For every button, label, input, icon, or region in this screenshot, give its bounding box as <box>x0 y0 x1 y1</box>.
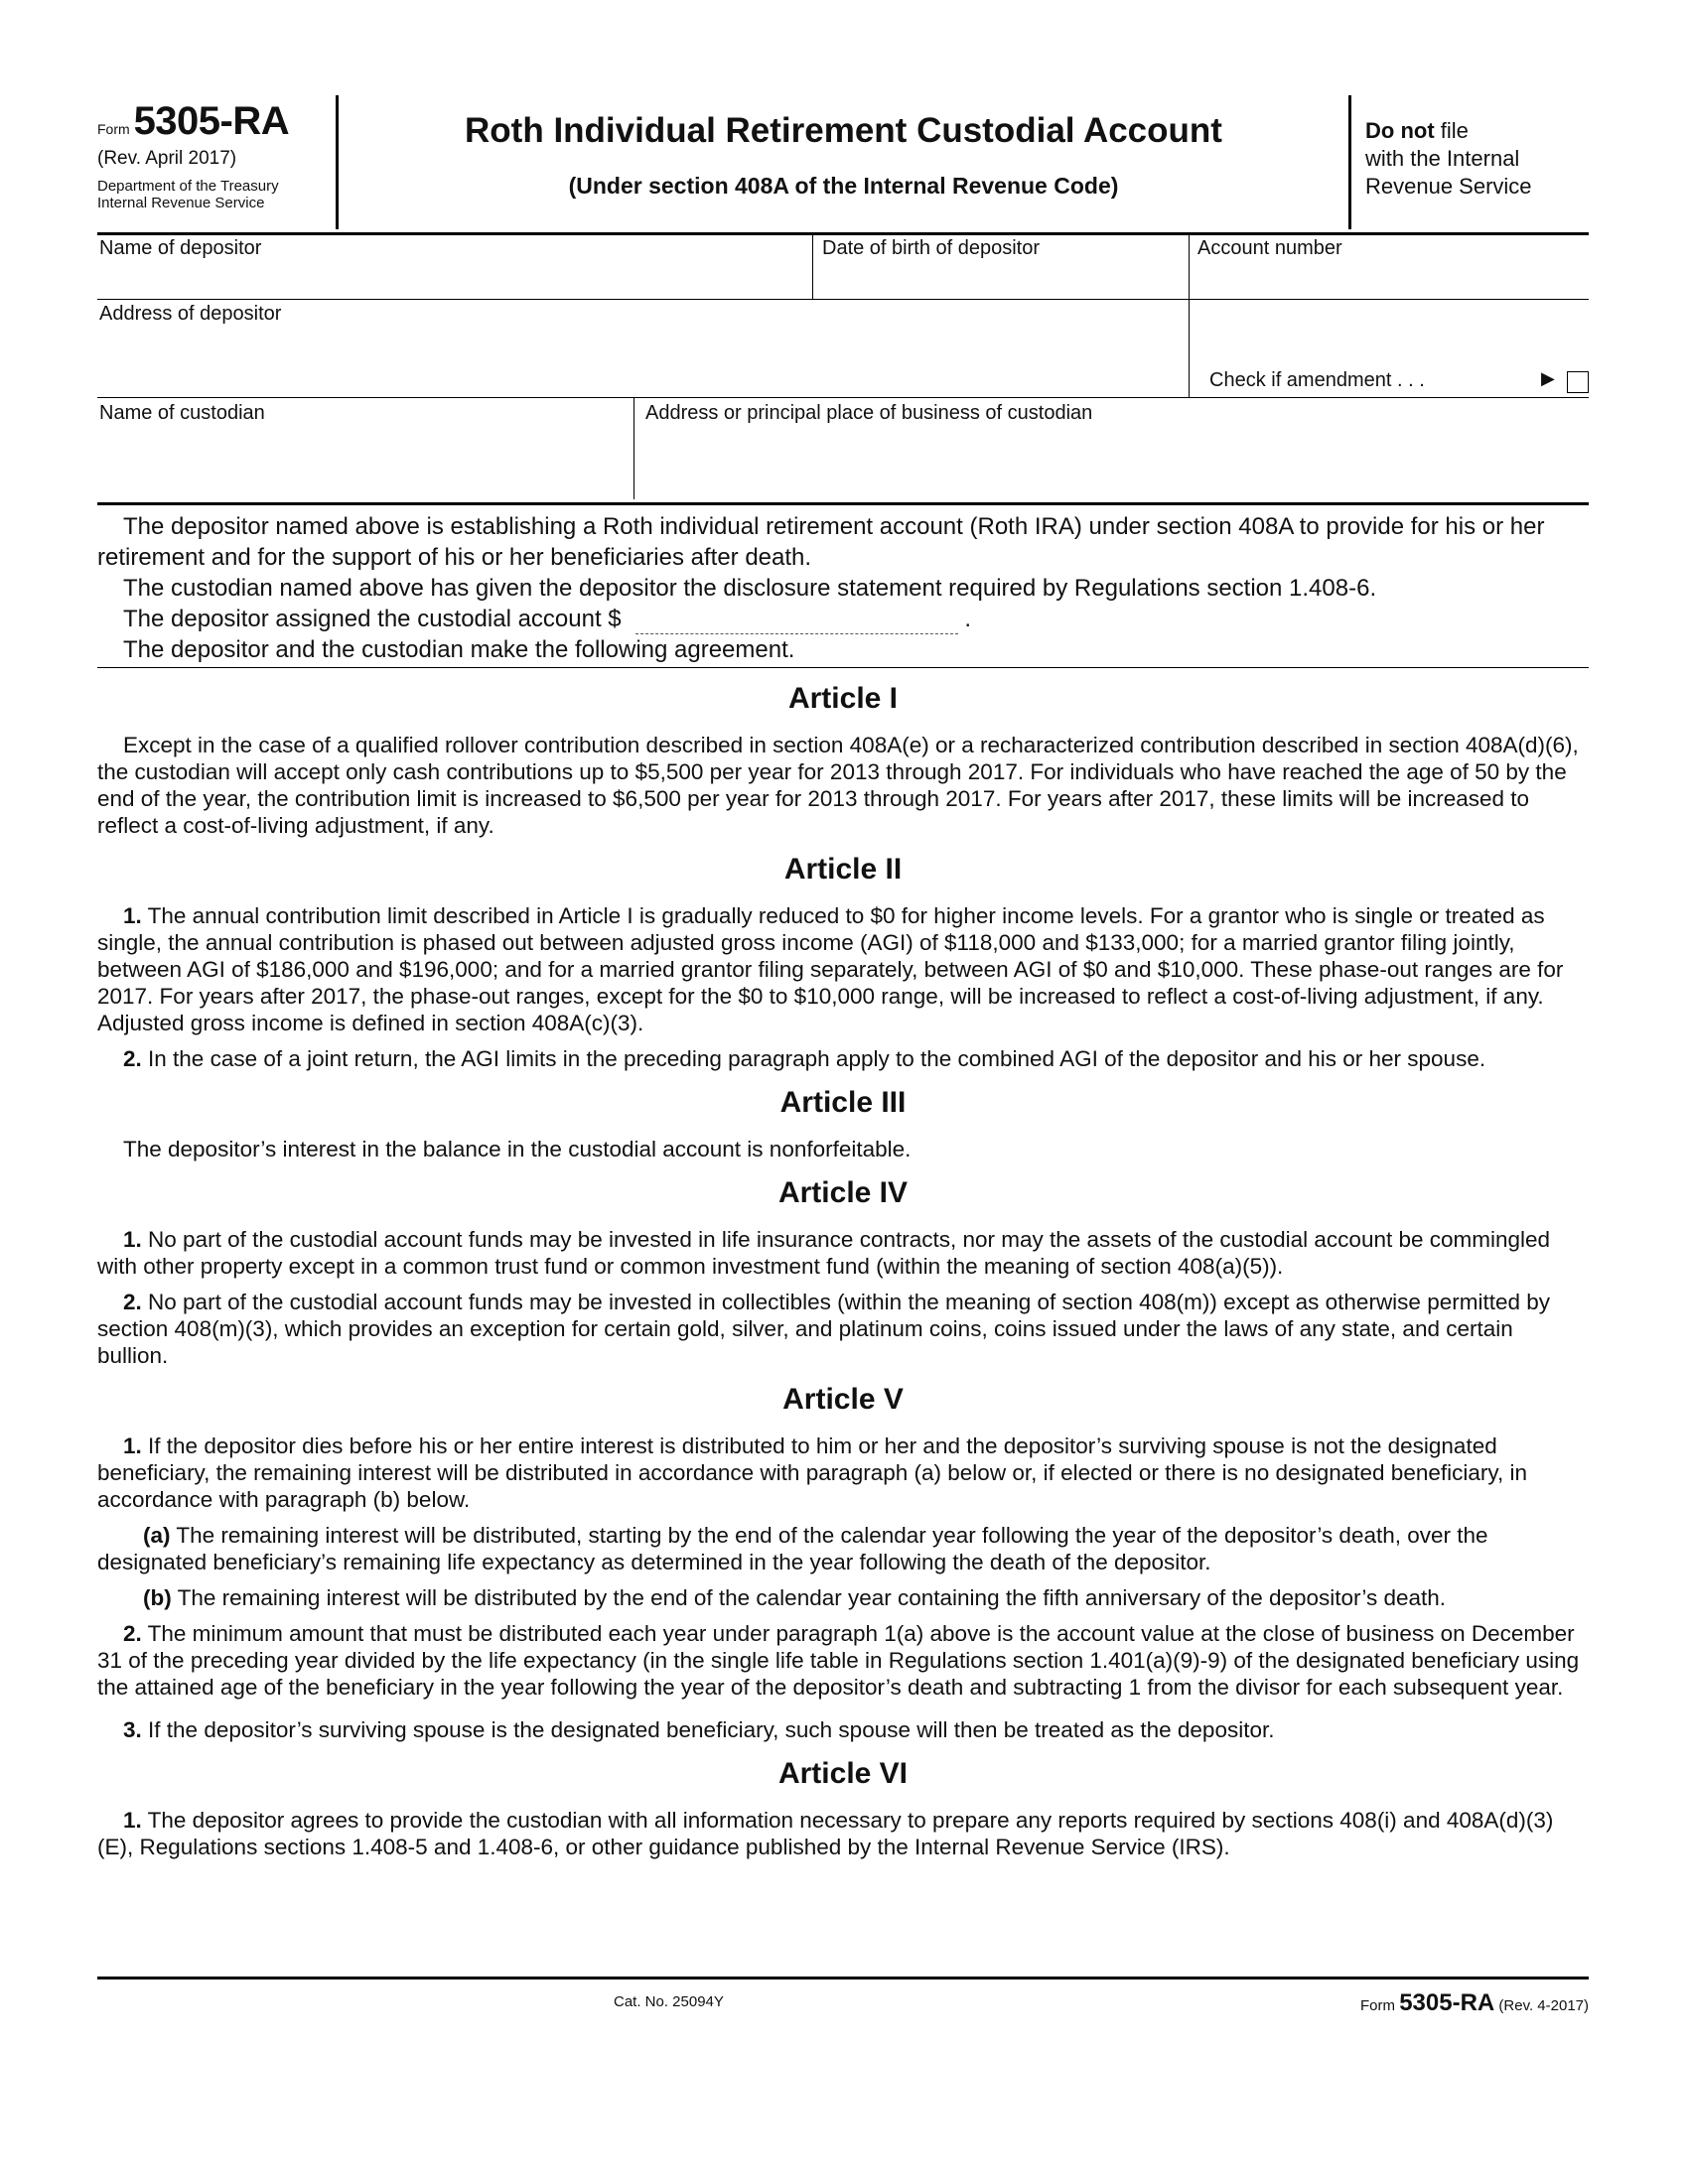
article-5-paragraph-a <box>97 1522 1589 1575</box>
article-2-heading: Article II <box>783 853 903 886</box>
amount-input[interactable] <box>635 610 958 634</box>
article-2-paragraph-1 <box>97 902 1589 1036</box>
assigned-account-period: . <box>964 606 971 632</box>
para-text: If the depositor dies before his or her entire interest is distributed to him or her and the depositor’s surviving spouse is not the designated beneficiary, the remaining interest will be distributed in accordance with paragraph (a) below or, if elected or there is no designated beneficiary, in accordance with paragraph (b) below. <box>97 1433 1527 1512</box>
para-text: The annual contribution limit described in Article I is gradually reduced to $0 for higher income levels. For a grantor who is single or treated as single, the annual contribution is phased out between adjusted gross income (AGI) of $118,000 and $133,000; for a married grantor filing jointly, between AGI of $186,000 and $196,000; and for a married grantor filing separately, between AGI of $0 and $10,000. These phase-out ranges are for 2017. For years after 2017, the phase-out ranges, except for the $0 to $10,000 range, will be increased to reflect a cost-of-living adjustment, if any. Adjusted gross income is defined in section 408A(c)(3). <box>97 903 1564 1035</box>
form-title: Roth Individual Retirement Custodial Account <box>465 111 1222 150</box>
article-4-heading: Article IV <box>777 1176 909 1209</box>
para-text: The remaining interest will be distributed by the end of the calendar year containing the fifth anniversary of the depositor’s death. <box>177 1585 1447 1610</box>
do-not-text: Do not <box>1365 118 1435 143</box>
para-letter: (a) <box>143 1523 171 1548</box>
date-of-birth-field[interactable]: Date of birth of depositor <box>822 237 1041 259</box>
col-divider-2 <box>1189 235 1190 397</box>
para-text: No part of the custodial account funds may be invested in collectibles (within the meaning of section 408(m)) except as otherwise permitted by section 408(m)(3), which provides an exception for certain gold, silver, and platinum coins, coins issued under the laws of any state, and certain bullion. <box>97 1290 1551 1368</box>
para-letter: (b) <box>143 1585 172 1610</box>
article-3-heading: Article III <box>779 1086 907 1119</box>
address-of-depositor-field[interactable]: Address of depositor <box>99 303 282 325</box>
form-id-block <box>97 95 339 229</box>
filing-notice <box>1348 95 1592 229</box>
article-5-paragraph-1 <box>97 1433 1589 1513</box>
footer-form-number: 5305-RA <box>1399 1989 1495 2016</box>
row-divider-1 <box>97 299 1589 300</box>
para-text: No part of the custodial account funds may be invested in life insurance contracts, nor may the assets of the custodial account be commingled with other property except in a common trust fund or common investment fund (within the meaning of section 408(a)(5)). <box>97 1227 1551 1279</box>
para-text: The minimum amount that must be distributed each year under paragraph 1(a) above is the account value at the close of business on December 31 of the preceding year divided by the life expectancy (in the single life table in Regulations section 1.401(a)(9)-9) of the designated beneficiary using the attained age of the beneficiary in the year following the year of the depositor’s death and subtracting 1 from the divisor for each subsequent year. <box>97 1621 1580 1700</box>
name-of-custodian-field[interactable]: Name of custodian <box>99 402 265 424</box>
notice-line-3: Revenue Service <box>1365 174 1532 199</box>
article-6-paragraph-1 <box>97 1807 1589 1860</box>
footer-revision: (Rev. 4-2017) <box>1498 1997 1589 2014</box>
form-word: Form <box>97 121 130 137</box>
form-fields <box>97 235 1589 505</box>
para-number: 3. <box>123 1717 142 1742</box>
article-5-paragraph-3 <box>97 1716 1589 1743</box>
footer-form-id <box>1360 1989 1589 2017</box>
para-number: 2. <box>123 1046 142 1071</box>
para-number: 2. <box>123 1621 142 1646</box>
article-4 <box>97 1176 1589 1369</box>
article-3 <box>97 1086 1589 1162</box>
article-4-paragraph-2 <box>97 1289 1589 1369</box>
para-text: If the depositor’s surviving spouse is the designated beneficiary, such spouse will then be treated as the depositor. <box>148 1717 1275 1742</box>
para-number: 1. <box>123 1808 142 1833</box>
intro-paragraph-2: The custodian named above has given the depositor the disclosure statement required by Regulations section 1.408-6. <box>123 575 1377 602</box>
para-number: 1. <box>123 1227 142 1252</box>
article-6 <box>97 1757 1589 1860</box>
department-name: Department of the Treasury <box>97 178 279 195</box>
article-5 <box>97 1383 1589 1743</box>
intro-paragraph-4: The depositor and the custodian make the following agreement. <box>123 636 795 663</box>
amendment-checkbox[interactable] <box>1567 371 1589 393</box>
name-of-depositor-field[interactable]: Name of depositor <box>99 237 262 259</box>
form-page <box>97 95 1589 1869</box>
section-divider <box>97 667 1589 668</box>
title-block <box>339 95 1348 200</box>
article-3-paragraph: The depositor’s interest in the balance in the custodial account is nonforfeitable. <box>123 1137 912 1161</box>
row-divider-2 <box>97 397 1589 398</box>
agreement-intro <box>97 505 1589 665</box>
footer-form-word: Form <box>1360 1997 1396 2014</box>
article-5-paragraph-b <box>97 1584 1589 1611</box>
agency-name: Internal Revenue Service <box>97 195 265 211</box>
para-text: The remaining interest will be distributed, starting by the end of the calendar year following the year of the depositor’s death, over the designated beneficiary’s remaining life expectancy as determined in the year following the death of the depositor. <box>97 1523 1488 1574</box>
para-text: In the case of a joint return, the AGI limits in the preceding paragraph apply to the combined AGI of the depositor and his or her spouse. <box>148 1046 1486 1071</box>
article-5-heading: Article V <box>782 1383 904 1416</box>
para-number: 1. <box>123 1433 142 1458</box>
article-4-paragraph-1 <box>97 1226 1589 1280</box>
department <box>97 178 336 211</box>
check-amendment-label: Check if amendment . . . <box>1209 369 1425 391</box>
intro-paragraph-1: The depositor named above is establishing a Roth individual retirement account (Roth IRA) under section 408A to provide for his or her retirement and for the support of his or her beneficiaries after death. <box>97 513 1545 571</box>
address-of-custodian-field[interactable]: Address or principal place of business of custodian <box>645 402 1093 424</box>
account-number-field[interactable]: Account number <box>1197 237 1342 259</box>
form-subtitle: (Under section 408A of the Internal Revenue Code) <box>568 173 1119 199</box>
catalog-number: Cat. No. 25094Y <box>614 1993 724 2010</box>
article-5-paragraph-2 <box>97 1620 1589 1701</box>
article-6-heading: Article VI <box>777 1757 909 1790</box>
article-2-paragraph-2 <box>97 1045 1589 1072</box>
article-2 <box>97 853 1589 1072</box>
article-1-heading: Article I <box>787 682 899 715</box>
para-text: The depositor agrees to provide the custodian with all information necessary to prepare any reports required by sections 408(i) and 408A(d)(3)(E), Regulations sections 1.408-5 and 1.408-6, or other guidance published by the Internal Revenue Service (IRS). <box>97 1808 1554 1859</box>
form-revision: (Rev. April 2017) <box>97 148 237 169</box>
para-number: 2. <box>123 1290 142 1314</box>
col-divider-1 <box>812 235 813 299</box>
form-number: 5305-RA <box>133 99 290 143</box>
assigned-account-text: The depositor assigned the custodial account $ <box>123 606 622 632</box>
form-header <box>97 95 1589 235</box>
para-number: 1. <box>123 903 142 928</box>
arrow-right-icon: ▶ <box>1541 368 1555 388</box>
file-word: file <box>1440 118 1469 143</box>
article-1 <box>97 682 1589 839</box>
form-footer <box>97 1977 1589 2019</box>
col-divider-3 <box>633 397 634 499</box>
form-number-line <box>97 99 336 144</box>
article-1-paragraph: Except in the case of a qualified rollover contribution described in section 408A(e) or a recharacterized contribution described in section 408A(d)(6), the custodian will accept only cash contributions up to $5,500 per year for 2013 through 2017. For individuals who have reached the age of 50 by the end of the year, the contribution limit is increased to $6,500 per year for 2013 through 2017. For years after 2017, these limits will be increased to reflect a cost-of-living adjustment, if any. <box>97 733 1579 838</box>
notice-line-2: with the Internal <box>1365 146 1520 171</box>
intro-paragraph-3 <box>97 604 1589 634</box>
